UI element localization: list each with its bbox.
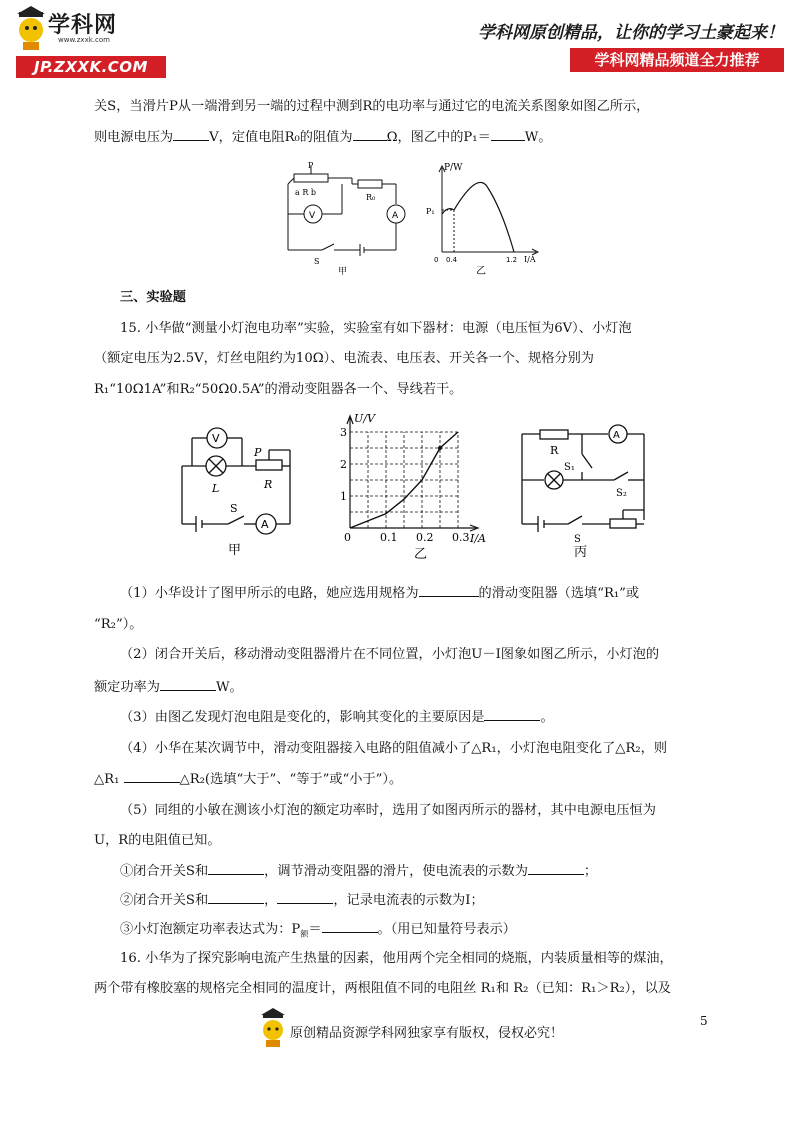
answer-blank[interactable] — [160, 678, 216, 691]
svg-text:V: V — [309, 211, 316, 221]
svg-text:甲: 甲 — [228, 543, 242, 558]
header-channel-banner: 学科网精品频道全力推荐 — [570, 48, 784, 72]
text-line: “R₂”）。 — [94, 617, 143, 632]
page-number: 5 — [700, 1014, 708, 1028]
svg-text:甲: 甲 — [338, 267, 348, 277]
u-i-chart — [328, 410, 500, 570]
svg-text:S₁: S₁ — [564, 462, 575, 473]
text-line: ③小灯泡额定功率表达式为：$P_额=$ 。（用已知量符号表示） — [120, 922, 516, 939]
logo-text: 学科网 — [48, 13, 118, 38]
text-line: △R₁ △R₂(选填“大于”、“等于”或“小于”）。 — [94, 772, 403, 787]
answer-blank[interactable] — [124, 770, 180, 783]
mascot-icon — [258, 1008, 288, 1048]
svg-text:R₀: R₀ — [366, 193, 376, 202]
text-line: 16. 小华为了探究影响电流产生热量的因素，他用两个完全相同的烧瓶，内装质量相等的煤油， — [120, 951, 673, 966]
svg-text:S: S — [574, 534, 581, 545]
site-logo[interactable] — [14, 6, 164, 74]
text-line: 两个带有橡胶塞的规格完全相同的温度计，两根阻值不同的电阻丝 R₁和 R₂（已知：R₁＞R₂），以及 — [94, 981, 671, 996]
logo-url: JP.ZXXK.COM — [16, 56, 166, 78]
svg-text:乙: 乙 — [414, 547, 428, 562]
text-line: （额定电压为2.5V，灯丝电阻约为10Ω）、电流表、电压表、开关各一个、规格分别为 — [94, 351, 594, 366]
svg-text:A: A — [392, 211, 399, 221]
svg-text:S: S — [314, 257, 320, 266]
text-line: ②闭合开关S和 ， ，记录电流表的示数为I； — [120, 893, 484, 908]
svg-text:丙: 丙 — [574, 545, 588, 560]
text-line: R₁“10Ω1A”和R₂“50Ω0.5A”的滑动变阻器各一个、导线若干。 — [94, 382, 463, 397]
power-current-graph — [418, 160, 548, 278]
answer-blank[interactable] — [528, 862, 584, 875]
answer-blank[interactable] — [208, 891, 264, 904]
svg-text:P: P — [254, 446, 262, 459]
svg-text:R: R — [264, 478, 273, 491]
chart-y-tick-label: 1 — [340, 490, 347, 503]
text-line: 则电源电压为 V，定值电阻R₀的阻值为 Ω，图乙中的P₁＝ W。 — [94, 130, 552, 145]
circuit-diagram-jia-top — [282, 160, 412, 278]
answer-blank[interactable] — [484, 708, 540, 721]
circuit-diagram-bing — [516, 420, 666, 560]
svg-text:P/W: P/W — [444, 163, 463, 173]
svg-text:0: 0 — [434, 256, 439, 264]
chart-x-tick-label: 0.3 — [452, 531, 470, 544]
svg-text:I/A: I/A — [524, 255, 536, 264]
chart-x-tick-label: 0.1 — [380, 531, 398, 544]
svg-text:a R b: a R b — [295, 188, 316, 197]
text-line: （4）小华在某次调节中，滑动变阻器接入电路的阻值减小了△R₁，小灯泡电阻变化了△R₂，则 — [120, 741, 668, 756]
logo-subtext: www.zxxk.com — [58, 36, 110, 44]
text-line: （1）小华设计了图甲所示的电路，她应选用规格为 的滑动变阻器（选填“R₁”或 — [120, 586, 640, 601]
text-line: U，R的电阻值已知。 — [94, 833, 221, 848]
svg-text:R: R — [550, 444, 559, 457]
answer-blank[interactable] — [208, 862, 264, 875]
answer-blank[interactable] — [277, 891, 333, 904]
mascot-icon — [14, 6, 48, 52]
svg-text:I/A: I/A — [470, 532, 486, 545]
text-line: （5）同组的小敏在测该小灯泡的额定功率时，选用了如图丙所示的器材，其中电源电压恒为 — [120, 803, 656, 818]
svg-text:P₁: P₁ — [426, 207, 435, 216]
svg-text:A: A — [613, 430, 620, 441]
text-line: 15. 小华做“测量小灯泡电功率”实验，实验室有如下器材：电源（电压恒为6V）、小灯泡 — [120, 321, 632, 336]
circuit-diagram-jia — [172, 420, 312, 560]
svg-text:0.4: 0.4 — [446, 256, 458, 264]
text-line: ①闭合开关S和 ，调节滑动变阻器的滑片，使电流表的示数为 ； — [120, 864, 598, 879]
answer-blank[interactable] — [419, 584, 479, 597]
svg-text:S: S — [230, 502, 238, 515]
svg-text:乙: 乙 — [476, 266, 486, 277]
svg-text:1.2: 1.2 — [506, 256, 518, 264]
svg-text:P: P — [308, 161, 314, 170]
chart-y-tick-label: 3 — [340, 426, 347, 439]
section-title: 三、实验题 — [120, 290, 186, 305]
svg-text:L: L — [212, 482, 220, 495]
chart-x-tick-label: 0.2 — [416, 531, 434, 544]
text-line: 关S，当滑片P从一端滑到另一端的过程中测到R的电功率与通过它的电流关系图象如图乙所示， — [94, 99, 650, 114]
footer-copyright: 原创精品资源学科网独家享有版权，侵权必究！ — [290, 1026, 564, 1041]
text-line: （2）闭合开关后，移动滑动变阻器滑片在不同位置，小灯泡U－I图象如图乙所示，小灯泡的 — [120, 647, 660, 662]
svg-text:V: V — [212, 432, 220, 445]
text-line: （3）由图乙发现灯泡电阻是变化的，影响其变化的主要原因是 。 — [120, 710, 554, 725]
svg-text:U/V: U/V — [354, 412, 375, 425]
chart-point — [438, 446, 442, 450]
chart-x-tick-label: 0 — [344, 531, 351, 544]
chart-y-tick-label: 2 — [340, 458, 347, 471]
text-line: 额定功率为 W。 — [94, 680, 243, 695]
svg-text:A: A — [261, 518, 269, 531]
answer-blank[interactable] — [322, 920, 378, 933]
svg-text:S₂: S₂ — [616, 488, 627, 499]
header-slogan: 学科网原创精品，让你的学习土豪起来！ — [478, 23, 784, 43]
